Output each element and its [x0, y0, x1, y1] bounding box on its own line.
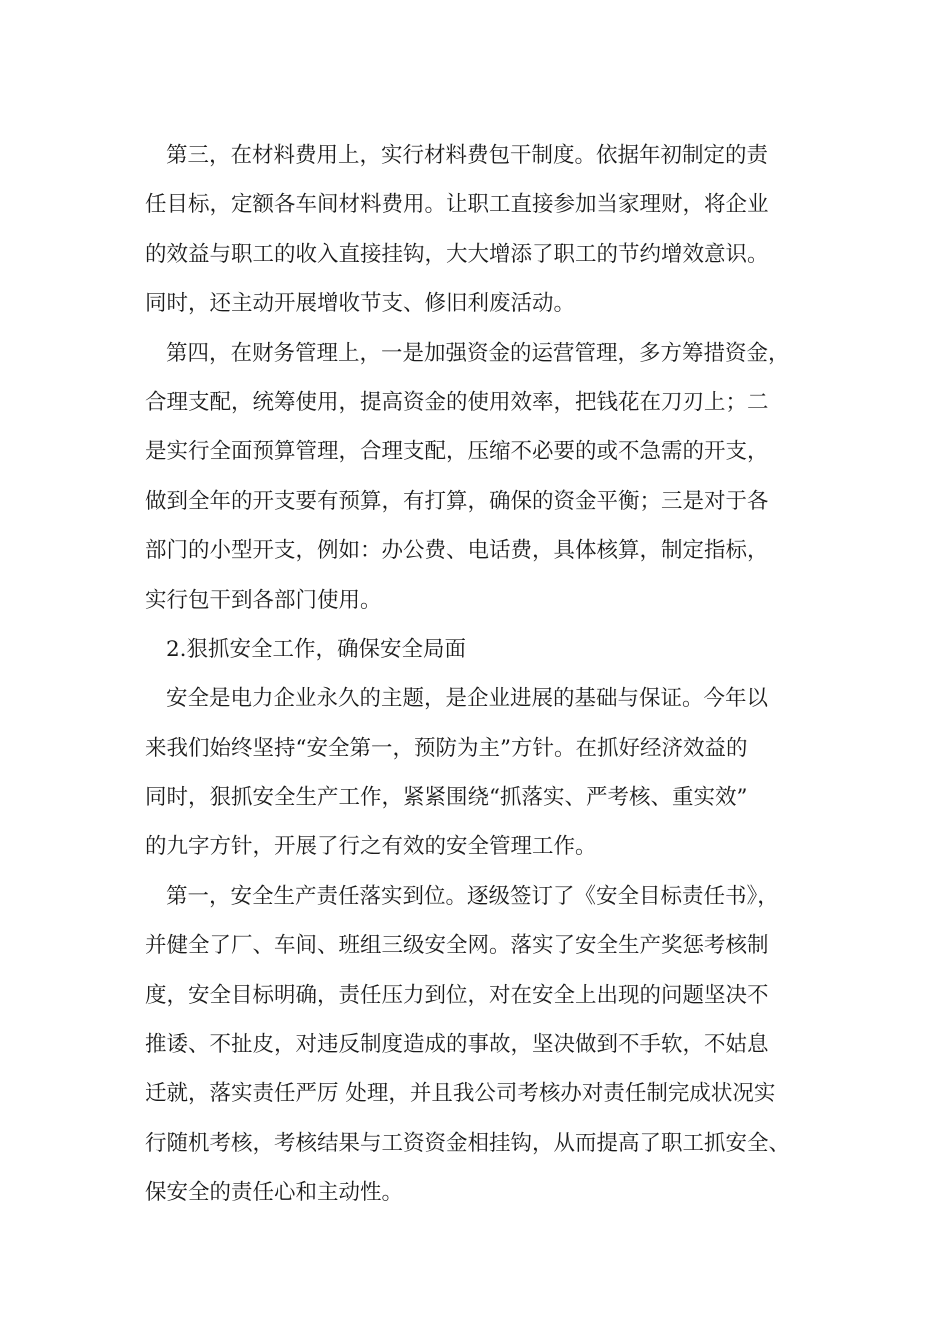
text-line: 推诿、不扯皮，对违反制度造成的事故，坚决做到不手软，不姑息	[145, 1032, 769, 1058]
text-line: 是实行全面预算管理，合理支配，压缩不必要的或不急需的开支，	[145, 439, 769, 465]
text-line: 实行包干到各部门使用。	[145, 587, 382, 613]
text-line: 任目标，定额各车间材料费用。让职工直接参加当家理财，将企业	[145, 192, 769, 218]
text-line: 安全是电力企业永久的主题，是企业进展的基础与保证。今年以	[166, 686, 769, 712]
text-line: 同时，狠抓安全生产工作，紧紧围绕“抓落实、严考核、重实效”	[145, 785, 748, 811]
text-line: 第一，安全生产责任落实到位。逐级签订了《安全目标责任书》，	[166, 883, 779, 909]
text-line: 的效益与职工的收入直接挂钩，大大增添了职工的节约增效意识。	[145, 241, 769, 267]
text-line: 来我们始终坚持“安全第一，预防为主”方针。在抓好经济效益的	[145, 735, 748, 761]
text-line: 的九字方针，开展了行之有效的安全管理工作。	[145, 834, 597, 860]
text-line: 做到全年的开支要有预算，有打算，确保的资金平衡；三是对于各	[145, 488, 769, 514]
text-line: 度，安全目标明确，责任压力到位，对在安全上出现的问题坚决不	[145, 982, 769, 1008]
text-line: 第四，在财务管理上，一是加强资金的运营管理，多方筹措资金，	[166, 340, 790, 366]
text-line: 并健全了厂、车间、班组三级安全网。落实了安全生产奖惩考核制	[145, 933, 769, 959]
text-line: 迁就，落实责任严厉 处理，并且我公司考核办对责任制完成状况实	[145, 1081, 776, 1107]
text-line: 合理支配，统筹使用，提高资金的使用效率，把钱花在刀刃上；二	[145, 389, 769, 415]
document-body	[145, 131, 825, 1218]
text-line: 行随机考核，考核结果与工资资金相挂钩，从而提高了职工抓安全、	[145, 1130, 791, 1156]
text-line: 2.狠抓安全工作，确保安全局面	[166, 636, 467, 662]
text-line: 保安全的责任心和主动性。	[145, 1180, 404, 1206]
text-line: 部门的小型开支，例如：办公费、电话费，具体核算，制定指标，	[145, 538, 769, 564]
text-line: 同时，还主动开展增收节支、修旧利废活动。	[145, 291, 576, 317]
text-line: 第三，在材料费用上，实行材料费包干制度。依据年初制定的责	[166, 143, 769, 168]
